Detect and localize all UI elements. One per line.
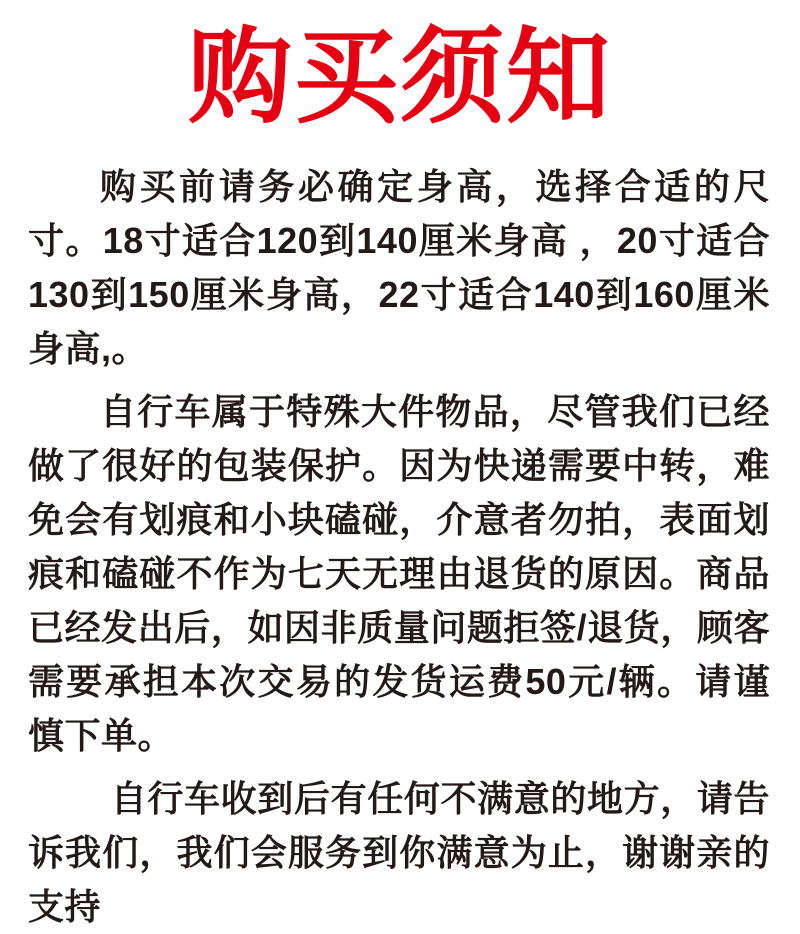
notice-paragraph-service: 自行车收到后有任何不满意的地方，请告诉我们，我们会服务到你满意为止，谢谢亲的支持 [28,778,770,927]
notice-paragraph-sizing: 购买前请务必确定身高，选择合适的尺寸。18寸适合120到140厘米身高 ，20寸适合130到150厘米身高，22寸适合140到160厘米身高,。 [28,166,770,369]
notice-paragraph-shipping-policy: 自行车属于特殊大件物品，尽管我们已经做了很好的包装保护。因为快递需要中转，难免会有划痕和小块磕碰，介意者勿拍，表面划痕和磕碰不作为七天无理由退货的原因。商品已经发出后，如因非质量问题拒签/退货，顾客需要承担本次交易的发货运费50元/辆。请谨慎下单。 [28,391,770,756]
notice-body [28,160,770,934]
page-title: 购买须知 [187,20,612,136]
